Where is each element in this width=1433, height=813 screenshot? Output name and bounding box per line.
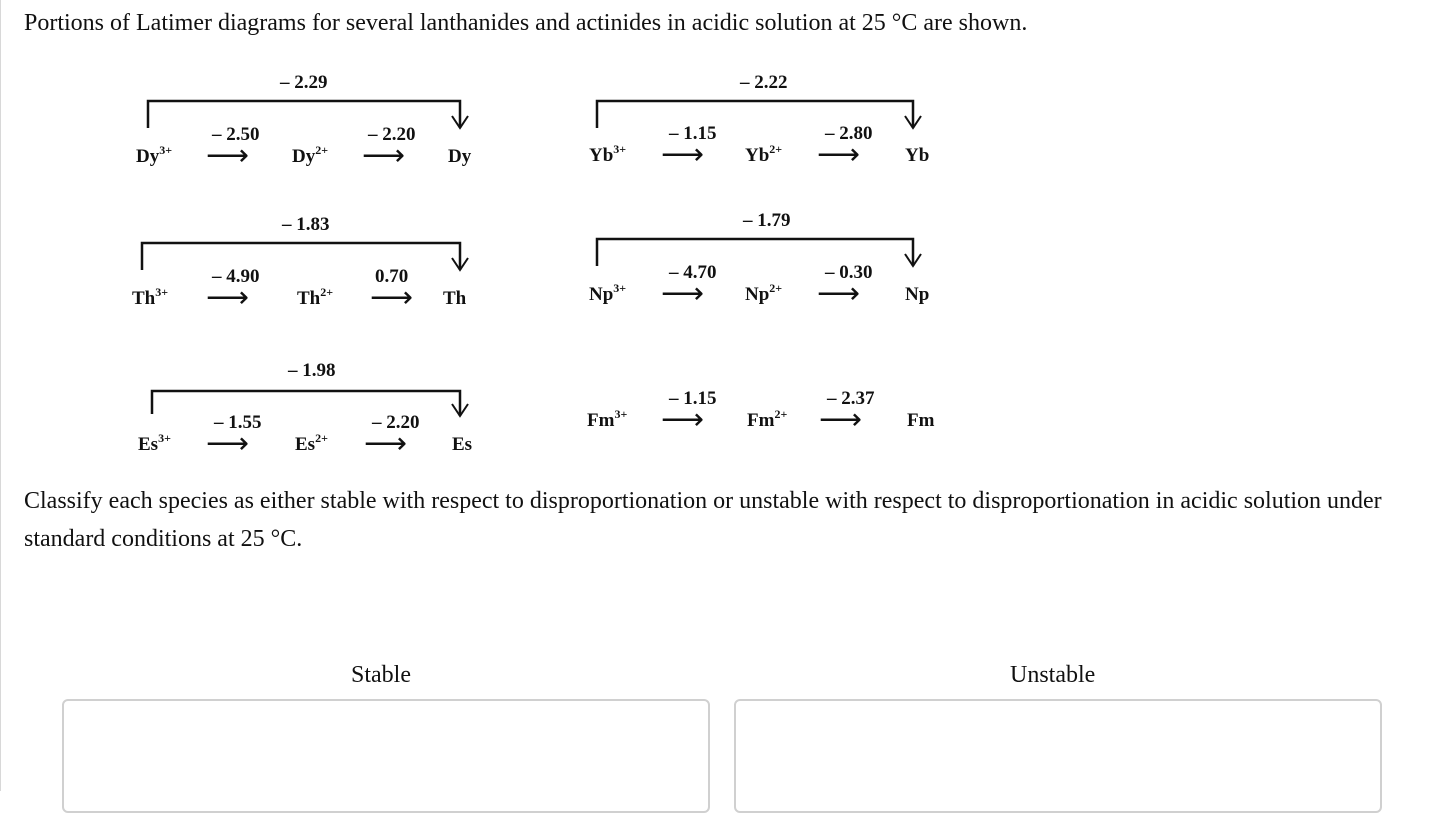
overall-potential: – 1.79	[743, 210, 791, 231]
latimer-diagram-yb	[585, 70, 945, 190]
latimer-diagram-fm	[585, 360, 945, 480]
potential-2: – 2.37	[827, 388, 875, 409]
species-metal: Th	[443, 288, 467, 309]
potential-1: – 4.90	[212, 266, 260, 287]
arrow-2: ⟶	[364, 427, 408, 460]
overall-potential: – 2.22	[740, 72, 788, 93]
species-3plus: $Fm^{3+}$	[587, 406, 628, 431]
potential-2: – 2.20	[368, 124, 416, 145]
species-2plus: $Dy^{2+}$	[292, 142, 329, 167]
potential-1: – 1.55	[214, 412, 262, 433]
species-metal: Np	[905, 284, 930, 305]
latimer-diagram-dy	[130, 70, 490, 190]
question-text: Classify each species as either stable with respect to disproportionation or unstable with respect to disproportionation in acidic solution under standard conditions at 25 °C.	[24, 488, 1382, 552]
overall-potential: – 1.83	[282, 214, 330, 235]
potential-2: – 2.80	[825, 123, 873, 144]
overall-potential: – 2.29	[280, 72, 328, 93]
species-3plus: $Yb^{3+}$	[589, 141, 627, 166]
arrow-2: ⟶	[819, 403, 863, 436]
species-2plus: $Np^{2+}$	[745, 280, 783, 305]
arrow-2: ⟶	[370, 281, 414, 314]
species-2plus: $Th^{2+}$	[297, 284, 334, 309]
species-metal: Es	[452, 434, 473, 455]
arrow-2: ⟶	[817, 277, 861, 310]
arrow-1: ⟶	[206, 281, 250, 314]
arrow-1: ⟶	[661, 138, 705, 171]
species-3plus: $Es^{3+}$	[138, 430, 171, 455]
potential-1: – 1.15	[669, 388, 717, 409]
species-3plus: $Th^{3+}$	[132, 284, 169, 309]
stable-drop-zone[interactable]	[62, 699, 710, 813]
species-2plus: $Yb^{2+}$	[745, 141, 783, 166]
arrow-1: ⟶	[206, 139, 250, 172]
species-metal: Dy	[448, 146, 472, 167]
species-metal: Yb	[905, 145, 930, 166]
latimer-diagram-np	[585, 208, 945, 328]
unstable-drop-zone[interactable]	[734, 699, 1382, 813]
arrow-1: ⟶	[661, 277, 705, 310]
latimer-diagram-es	[130, 360, 490, 480]
arrow-1: ⟶	[206, 427, 250, 460]
potential-1: – 1.15	[669, 123, 717, 144]
potential-1: – 2.50	[212, 124, 260, 145]
arrow-2: ⟶	[817, 138, 861, 171]
species-3plus: $Np^{3+}$	[589, 280, 627, 305]
species-metal: Fm	[907, 410, 935, 431]
potential-2: 0.70	[375, 266, 409, 287]
species-2plus: $Es^{2+}$	[295, 430, 328, 455]
overall-potential: – 1.98	[288, 360, 336, 381]
latimer-diagram-th	[130, 212, 490, 332]
left-border	[0, 0, 1, 791]
potential-1: – 4.70	[669, 262, 717, 283]
arrow-2: ⟶	[362, 139, 406, 172]
species-3plus: $Dy^{3+}$	[136, 142, 173, 167]
arrow-1: ⟶	[661, 403, 705, 436]
intro-text: Portions of Latimer diagrams for several lanthanides and actinides in acidic solution at 25 °C are shown.	[24, 10, 1028, 36]
potential-2: – 0.30	[825, 262, 873, 283]
species-2plus: $Fm^{2+}$	[747, 406, 788, 431]
potential-2: – 2.20	[372, 412, 420, 433]
unstable-heading: Unstable	[1010, 662, 1096, 688]
stable-heading: Stable	[351, 662, 411, 688]
